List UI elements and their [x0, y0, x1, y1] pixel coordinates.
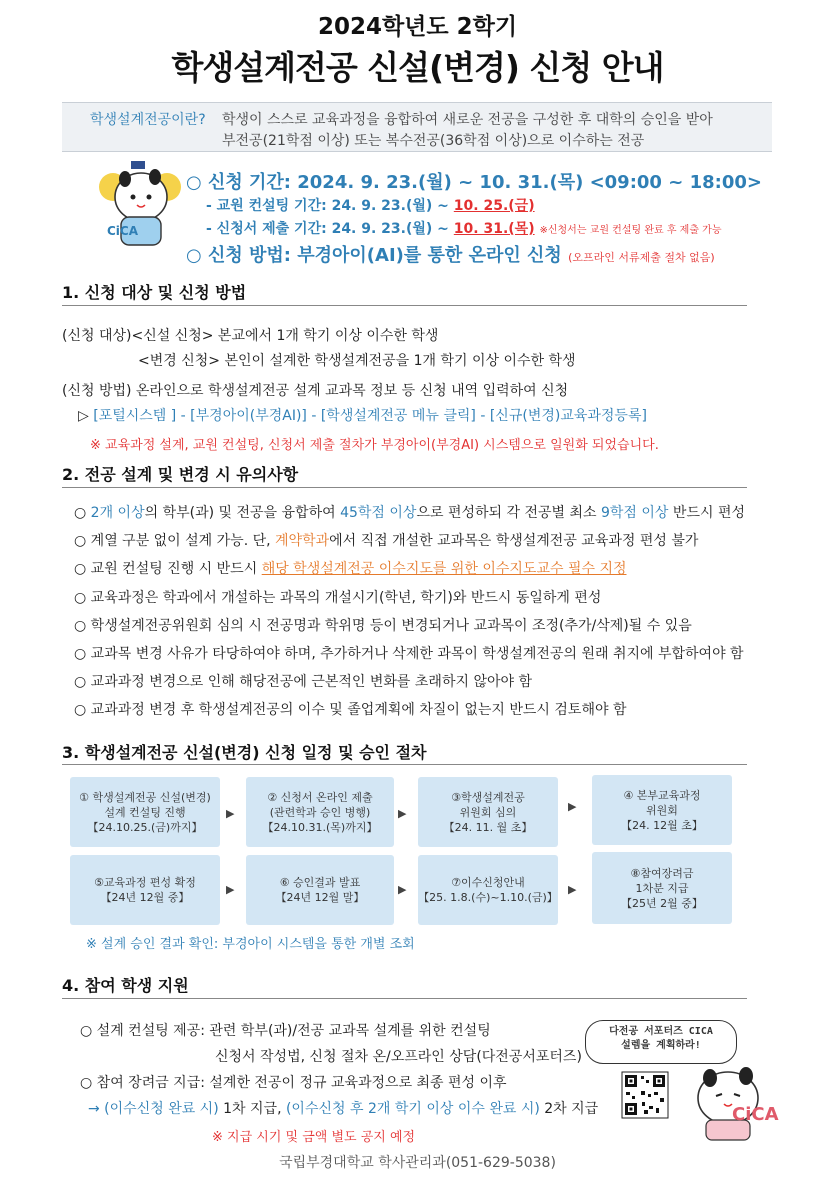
step-arrow-icon: ▶	[398, 807, 407, 820]
consulting-period-prefix: - 교원 컨설팅 기간: 24. 9. 23.(월) ~	[206, 198, 454, 214]
support-incentive: ○ 참여 장려금 지급: 설계한 전공이 정규 교육과정으로 최종 편성 이후	[80, 1075, 507, 1091]
year-term: 2024학년도 2학기	[317, 14, 518, 40]
step-1-line-2: 설계 컨설팅 진행	[104, 805, 186, 819]
rule-8: ○ 교과과정 변경 후 학생설계전공의 이수 및 졸업계획에 차질이 없는지 반드시 검토해야 함	[74, 702, 627, 718]
step-2-box	[246, 777, 394, 847]
incentive-first-text: 1차 지급,	[218, 1101, 286, 1117]
mascot-cheer-icon	[95, 157, 185, 252]
step-5-line-1: ⑤교육과정 편성 확정	[94, 876, 196, 889]
step-7-line-1: ⑦이수신청안내	[451, 876, 525, 889]
section-2-divider	[62, 487, 747, 488]
footer-contact: 국립부경대학교 학사관리과(051-629-5038)	[279, 1155, 556, 1171]
step-5-line-2: 【24년 12월 중】	[100, 891, 190, 904]
mascot-icon	[688, 1060, 779, 1144]
mascot-label: CiCA	[107, 224, 139, 238]
rule-1-highlight-1: 2개 이상	[90, 505, 145, 521]
step-8-box	[592, 852, 732, 924]
application-period: ○ 신청 기간: 2024. 9. 23.(월) ~ 10. 31.(목) <09:00 ~ 18:00>	[186, 172, 762, 193]
rule-6: ○ 교과목 변경 사유가 타당하여야 하며, 추가하거나 삭제한 과목이 학생설계전공의 원래 취지에 부합하여야 함	[74, 646, 744, 662]
application-method-detail: (신청 방법) 온라인으로 학생설계전공 설계 교과목 정보 등 신청 내역 입력하여 신청	[62, 383, 569, 399]
application-method	[186, 241, 715, 267]
consulting-end-date: 10. 25.(금)	[453, 198, 535, 214]
step-8-line-2: 1차분 지급	[635, 881, 689, 895]
step-3-line-3: 【24. 11. 월 초】	[443, 820, 533, 834]
step-1-line-1: ① 학생설계전공 신설(변경)	[79, 790, 211, 804]
consulting-period	[206, 195, 535, 215]
step-7-box	[418, 855, 558, 925]
support-consulting: ○ 설계 컨설팅 제공: 관련 학부(과)/전공 교과목 설계를 위한 컨설팅	[80, 1023, 491, 1039]
definition-line-2: 부전공(21학점 이상) 또는 복수전공(36학점 이상)으로 이수하는 전공	[222, 133, 645, 149]
section-3-divider	[62, 764, 747, 765]
step-arrow-icon: ▶	[568, 883, 577, 896]
step-5-box	[70, 855, 220, 925]
rule-1-text: 의 학부(과) 및 전공을 융합하여	[144, 505, 341, 521]
step-8-line-1: ⑧참여장려금	[630, 866, 694, 880]
section-4-divider	[62, 998, 747, 999]
step-3-line-1: ③학생설계전공	[451, 790, 525, 804]
path-text: [포털시스템 ] - [부경아이(부경AI)] - [학생설계전공 메뉴 클릭] - [신규(변경)교육과정등록]	[93, 408, 647, 424]
step-6-line-1: ⑥ 승인결과 발표	[279, 876, 361, 889]
step-2-line-2: (관련학과 승인 병행)	[269, 805, 371, 819]
section-3-note: ※ 설계 승인 결과 확인: 부경아이 시스템을 통한 개별 조회	[86, 937, 415, 952]
step-2-line-3: 【24.10.31.(목)까지】	[262, 820, 378, 834]
rule-4: ○ 교육과정은 학과에서 개설하는 과목의 개설시기(학년, 학기)와 반드시 동일하게 편성	[74, 590, 602, 606]
incentive-second-text: 2차 지급	[539, 1101, 599, 1117]
page-title: 학생설계전공 신설(변경) 신청 안내	[171, 48, 664, 87]
rule-5: ○ 학생설계전공위원회 심의 시 전공명과 학위명 등이 변경되거나 교과목이 조정(추가/삭제)될 수 있음	[74, 618, 692, 634]
section-2-heading: 2. 전공 설계 및 변경 시 유의사항	[62, 465, 299, 484]
incentive-second-condition: (이수신청 후 2개 학기 이상 이수 완료 시)	[285, 1101, 540, 1117]
target-change: <변경 신청> 본인이 설계한 학생설계전공을 1개 학기 이상 이수한 학생	[138, 353, 576, 369]
rule-2-highlight: 계약학과	[275, 533, 330, 549]
step-4-box	[592, 775, 732, 845]
support-incentive-detail	[88, 1098, 598, 1118]
incentive-first-condition: → (이수신청 완료 시)	[88, 1101, 219, 1117]
rule-1-highlight-2: 45학점 이상	[340, 505, 417, 521]
definition-term: 학생설계전공이란?	[90, 112, 206, 128]
step-6-line-2: 【24년 12월 말】	[275, 891, 365, 904]
section-1-note: ※ 교육과정 설계, 교원 컨설팅, 신청서 제출 절차가 부경아이(부경AI) 시스템으로 일원화 되었습니다.	[90, 438, 659, 453]
submission-period	[206, 218, 721, 238]
qr-code-icon[interactable]	[622, 1072, 668, 1118]
bubble-line-1: 다전공 서포터즈 CICA	[609, 1026, 713, 1037]
support-consulting-detail: 신청서 작성법, 신청 절차 온/오프라인 상담(다전공서포터즈)	[215, 1049, 582, 1065]
section-1-divider	[62, 305, 747, 306]
step-6-box	[246, 855, 394, 925]
step-7-line-2: 【25. 1.8.(수)~1.10.(금)】	[418, 891, 558, 904]
submission-period-prefix: - 신청서 제출 기간: 24. 9. 23.(월) ~	[206, 221, 454, 237]
target-new: (신청 대상)<신설 신청> 본교에서 1개 학기 이상 이수한 학생	[62, 328, 439, 344]
step-4-line-3: 【24. 12월 초】	[621, 818, 703, 832]
rule-2-text: 에서 직접 개설한 교과목은 학생설계전공 교육과정 편성 불가	[329, 533, 699, 549]
step-arrow-icon: ▶	[398, 883, 407, 896]
rule-7: ○ 교과과정 변경으로 인해 해당전공에 근본적인 변화를 초래하지 않아야 함	[74, 674, 532, 690]
rule-3-text: ○ 교원 컨설팅 진행 시 반드시	[74, 561, 262, 577]
step-3-line-2: 위원회 심의	[459, 805, 517, 819]
definition-line-1: 학생이 스스로 교육과정을 융합하여 새로운 전공을 구성한 후 대학의 승인을 받아	[222, 112, 713, 128]
path-marker: ▷	[78, 408, 89, 424]
mascot-bottom-label: CiCA	[732, 1104, 779, 1125]
submission-end-date: 10. 31.(목)	[453, 221, 535, 237]
section-1-heading: 1. 신청 대상 및 신청 방법	[62, 283, 247, 302]
rule-1-text: 으로 편성하되 각 전공별 최소	[416, 505, 601, 521]
bubble-line-2: 설렘을 계획하라!	[621, 1040, 701, 1051]
application-method-label: ○ 신청 방법: 부경아이(AI)를 통한 온라인 신청	[186, 245, 562, 266]
rule-2-text: ○ 계열 구분 없이 설계 가능. 단,	[74, 533, 276, 549]
step-arrow-icon: ▶	[226, 807, 235, 820]
step-2-line-1: ② 신청서 온라인 제출	[267, 790, 373, 804]
step-8-line-3: 【25년 2월 중】	[621, 896, 703, 910]
submission-note: ※신청서는 교원 컨설팅 완료 후 제출 가능	[539, 225, 722, 236]
rule-1	[74, 502, 745, 522]
step-arrow-icon: ▶	[226, 883, 235, 896]
step-arrow-icon: ▶	[568, 800, 577, 813]
step-4-line-1: ④ 본부교육과정	[623, 788, 701, 802]
rule-1-text: 반드시 편성	[668, 505, 745, 521]
step-3-box	[418, 777, 558, 847]
rule-2	[74, 530, 698, 550]
rule-3	[74, 558, 627, 578]
step-4-line-2: 위원회	[646, 803, 678, 817]
portal-path	[78, 405, 647, 425]
rule-3-highlight: 해당 학생설계전공 이수지도를 위한 이수지도교수 필수 지정	[261, 561, 627, 577]
section-4-note: ※ 지급 시기 및 금액 별도 공지 예정	[212, 1130, 416, 1145]
step-1-box	[70, 777, 220, 847]
rule-1-highlight-3: 9학점 이상	[601, 505, 669, 521]
rule-1-text: ○	[74, 505, 91, 521]
section-3-heading: 3. 학생설계전공 신설(변경) 신청 일정 및 승인 절차	[62, 743, 427, 762]
method-note: (오프라인 서류제출 절차 없음)	[568, 251, 715, 264]
step-1-line-3: 【24.10.25.(금)까지】	[87, 820, 203, 834]
speech-bubble	[585, 1020, 737, 1064]
section-4-heading: 4. 참여 학생 지원	[62, 976, 189, 995]
